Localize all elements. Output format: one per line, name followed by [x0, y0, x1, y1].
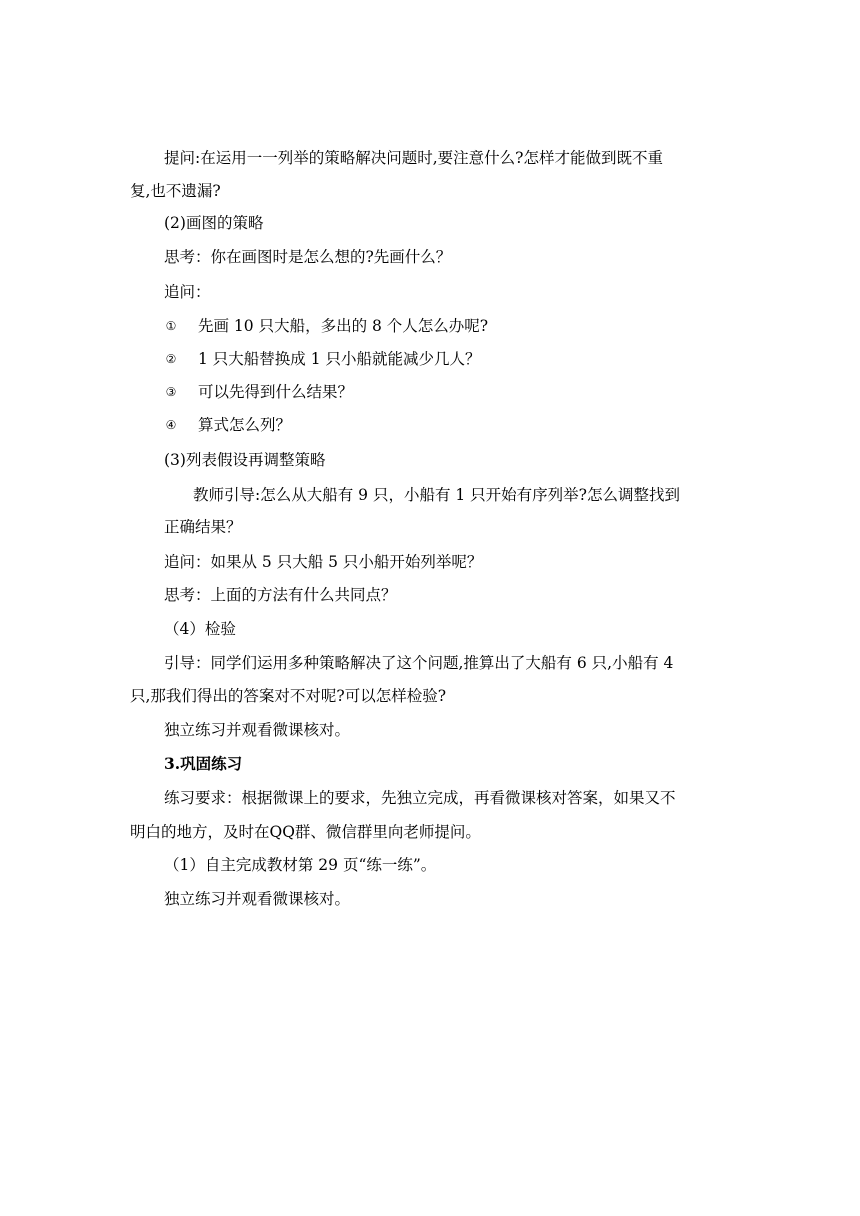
paragraph-think-2: 思考：上面的方法有什么共同点？ [164, 586, 397, 604]
paragraph-question-cont: 复,也不遗漏? [130, 182, 221, 200]
list-marker-1: ① [165, 319, 177, 333]
paragraph-guide: 引导：同学们运用多种策略解决了这个问题,推算出了大船有 6 只,小船有 4 [164, 654, 674, 672]
paragraph-requirements-cont: 明白的地方，及时在QQ群、微信群里向老师提问。 [130, 823, 481, 841]
paragraph-teacher-guide: 教师引导:怎么从大船有 9 只，小船有 1 只开始有序列举?怎么调整找到 [193, 486, 680, 504]
paragraph-requirements: 练习要求：根据微课上的要求，先独立完成，再看微课核对答案，如果又不 [164, 789, 676, 807]
paragraph-followup-2: 追问：如果从 5 只大船 5 只小船开始列举呢？ [164, 553, 483, 571]
section-drawing-strategy: (2)画图的策略 [164, 214, 264, 232]
paragraph-independent-practice-2: 独立练习并观看微课核对。 [164, 890, 351, 908]
list-marker-3: ③ [165, 385, 177, 399]
paragraph-independent-practice: 独立练习并观看微课核对。 [164, 721, 351, 739]
list-marker-2: ② [165, 352, 177, 366]
list-item-3: 可以先得到什么结果？ [198, 383, 354, 401]
heading-consolidation: 3.巩固练习 [164, 754, 243, 773]
paragraph-followup: 追问： [164, 283, 211, 301]
section-table-strategy: (3)列表假设再调整策略 [164, 451, 326, 469]
list-item-4: 算式怎么列？ [198, 416, 292, 434]
paragraph-textbook-task: （1）自主完成教材第 29 页“练一练”。 [164, 856, 437, 874]
list-marker-4: ④ [165, 418, 177, 432]
paragraph-think: 思考：你在画图时是怎么想的?先画什么？ [164, 248, 452, 266]
list-item-1: 先画 10 只大船，多出的 8 个人怎么办呢? [198, 317, 489, 335]
section-verify: （4）检验 [164, 620, 236, 638]
list-item-2: 1 只大船替换成 1 只小船就能减少几人？ [198, 350, 481, 368]
paragraph-guide-cont: 只,那我们得出的答案对不对呢?可以怎样检验? [130, 687, 447, 705]
paragraph-question: 提问:在运用一一列举的策略解决问题时,要注意什么?怎样才能做到既不重 [164, 149, 663, 167]
paragraph-teacher-guide-cont: 正确结果？ [164, 518, 242, 536]
